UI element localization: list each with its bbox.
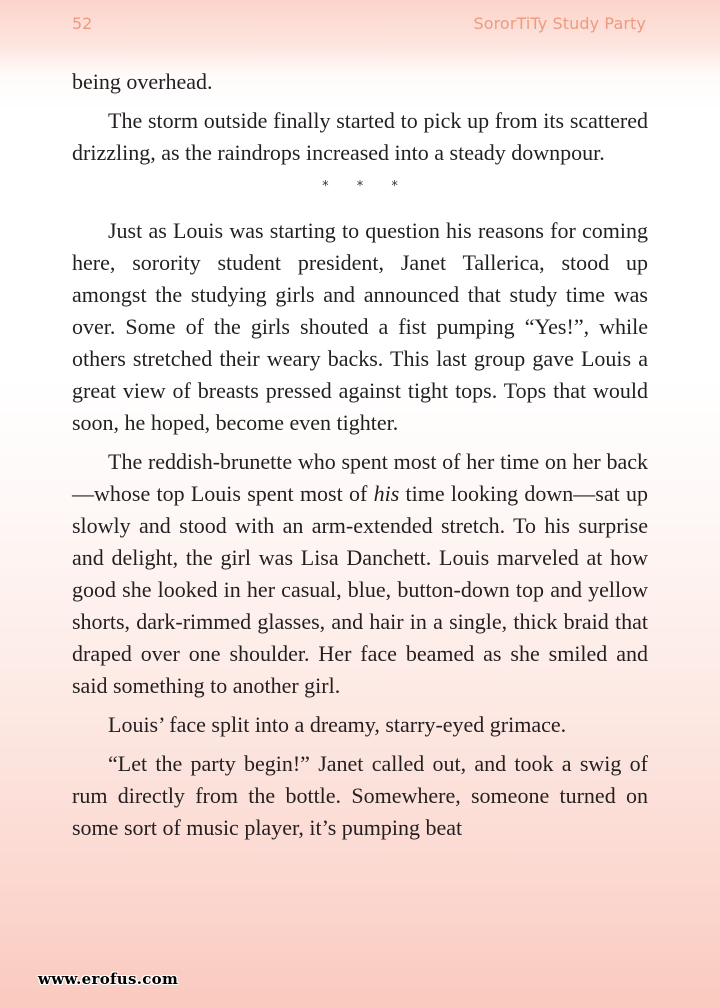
paragraph-storm: The storm outside finally started to pick up from its scattered drizzling, as the raindrops increased into a steady downpour.: [72, 108, 648, 165]
paragraph-study-time-over: Just as Louis was starting to question his reasons for coming here, sorority student president, Janet Tallerica, stood up amongst the studying girls and announced that study time was over. Some of the girls shouted a fist pumping “Yes!”, while others stretched their weary backs. This last group gave Louis a great view of breasts pressed against tight tops. Tops that would soon, he hoped, become even tighter.: [72, 218, 648, 435]
paragraph-lisa: [72, 446, 648, 702]
paragraph-lisa-text-a: The reddish-brunette who spent most of her time on her back—whose top Louis spent most of: [72, 449, 648, 506]
paragraph-grimace: Louis’ face split into a dreamy, starry-eyed grimace.: [108, 712, 567, 737]
paragraph-continuation: being overhead.: [72, 69, 213, 94]
page-number: 52: [72, 14, 93, 33]
section-break: * * *: [322, 179, 410, 194]
page-header: [0, 14, 720, 36]
emphasis-his: his: [373, 481, 400, 506]
paragraph-party-begins: “Let the party begin!” Janet called out, and took a swig of rum directly from the bottle. Somewhere, someone turned on some sort of music player, it’s pumping beat: [72, 751, 648, 840]
paragraph-lisa-text-b: time looking down—sat up slowly and stood with an arm-extended stretch. To his surprise and delight, the girl was Lisa Danchett. Louis marveled at how good she looked in her casual, blue, button-down top and yellow shorts, dark-rimmed glasses, and hair in a single, thick braid that draped over one shoulder. Her face beamed as she smiled and said something to another girl.: [72, 481, 648, 698]
running-title: SororTiTy Study Party: [473, 14, 646, 33]
watermark: www.erofus.com: [38, 970, 179, 988]
body-text: [72, 66, 648, 844]
